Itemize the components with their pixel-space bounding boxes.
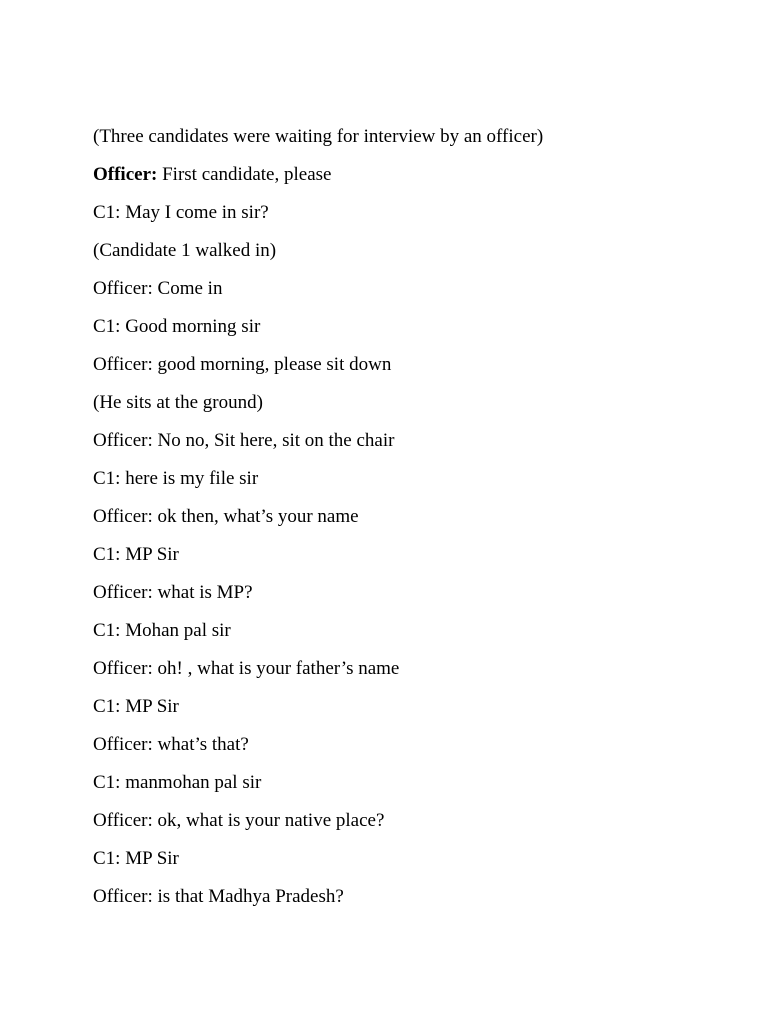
- paragraph: [93, 201, 713, 239]
- paragraph: [93, 277, 713, 315]
- paragraph: [93, 163, 713, 201]
- paragraph-text: C1: manmohan pal sir: [93, 772, 262, 793]
- paragraph-text: C1: May I come in sir?: [93, 202, 269, 223]
- paragraph-text: C1: here is my file sir: [93, 468, 259, 489]
- paragraph-text: (Three candidates were waiting for interview by an officer): [93, 126, 544, 147]
- paragraph: [93, 467, 713, 505]
- paragraph-text: (Candidate 1 walked in): [93, 240, 277, 261]
- paragraph-text: (He sits at the ground): [93, 392, 263, 413]
- paragraph: [93, 429, 713, 467]
- paragraph: [93, 619, 713, 657]
- paragraph: [93, 505, 713, 543]
- paragraph: [93, 847, 713, 885]
- paragraph-text: C1: MP Sir: [93, 696, 179, 717]
- paragraph: [93, 543, 713, 581]
- paragraph: [93, 315, 713, 353]
- paragraph: [93, 695, 713, 733]
- paragraph-text: Officer: No no, Sit here, sit on the chair: [93, 430, 395, 451]
- paragraph-text: Officer: ok then, what’s your name: [93, 506, 359, 527]
- paragraph: [93, 771, 713, 809]
- paragraph: [93, 885, 713, 923]
- paragraph-text: First candidate, please: [157, 164, 332, 185]
- paragraph: [93, 353, 713, 391]
- paragraph: [93, 391, 713, 429]
- paragraph-text: Officer: what’s that?: [93, 734, 249, 755]
- paragraph-text: Officer: oh! , what is your father’s name: [93, 658, 400, 679]
- paragraph-text: Officer: Come in: [93, 278, 223, 299]
- paragraph-text: Officer: what is MP?: [93, 582, 253, 603]
- paragraph-text: Officer: is that Madhya Pradesh?: [93, 886, 344, 907]
- paragraph: [93, 733, 713, 771]
- paragraph-text: C1: Good morning sir: [93, 316, 261, 337]
- paragraph: [93, 125, 713, 163]
- paragraph: [93, 657, 713, 695]
- paragraph: [93, 581, 713, 619]
- paragraph-text: C1: Mohan pal sir: [93, 620, 231, 641]
- paragraph-text: Officer: ok, what is your native place?: [93, 810, 385, 831]
- paragraph-text: C1: MP Sir: [93, 848, 179, 869]
- paragraph: [93, 239, 713, 277]
- dialogue-text: [93, 125, 713, 923]
- paragraph-text: C1: MP Sir: [93, 544, 179, 565]
- paragraph: [93, 809, 713, 847]
- paragraph-text: Officer: good morning, please sit down: [93, 354, 392, 375]
- speaker-label: Officer:: [93, 164, 158, 185]
